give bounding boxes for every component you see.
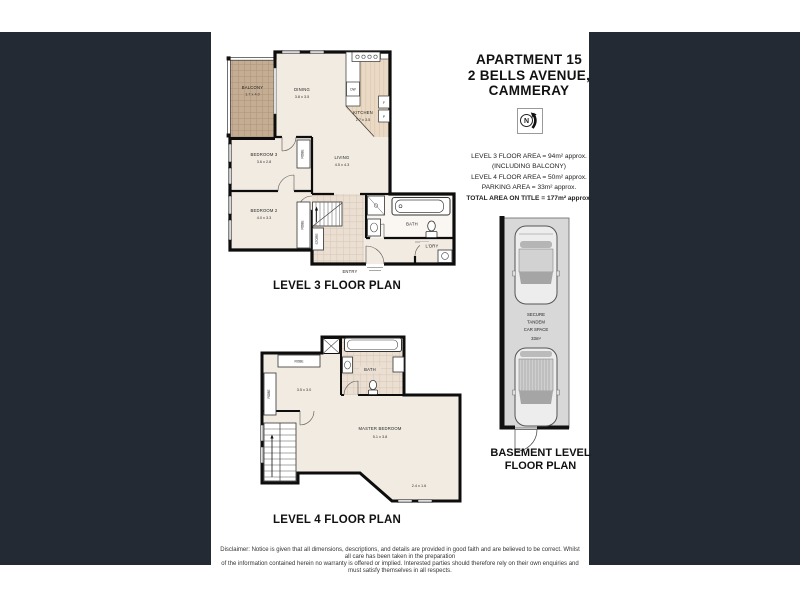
balcony-floor xyxy=(230,59,275,137)
basement-title-line-2: FLOOR PLAN xyxy=(504,460,577,472)
title-line-1: APARTMENT 15 xyxy=(475,52,583,67)
basement-plan-title xyxy=(463,447,618,473)
dishwasher-label: DW xyxy=(350,87,356,92)
dining-label: DINING xyxy=(294,87,310,92)
basement-floorplan xyxy=(489,216,589,468)
room-dims: 3.5 x 3.0 xyxy=(296,388,312,392)
vanity xyxy=(368,219,381,236)
north-arrow-icon xyxy=(517,108,543,134)
svg-text:CAR SPACE: CAR SPACE xyxy=(523,327,549,332)
basement-title-line-1: BASEMENT LEVEL xyxy=(490,447,591,459)
robe-label: ROBE xyxy=(267,389,271,399)
level4-floorplan xyxy=(256,329,468,509)
balcony-label: BALCONY xyxy=(241,85,264,90)
car-top-view xyxy=(513,226,560,304)
compass-letter: N xyxy=(523,118,530,125)
balcony-rail-left xyxy=(228,58,231,137)
living-dims: 4.5 x 4.3 xyxy=(334,163,350,167)
entry-label: ENTRY xyxy=(342,269,358,274)
balcony-rail-top xyxy=(228,57,275,60)
balcony-post xyxy=(227,56,231,60)
master-bedroom-label: MASTER BEDROOM xyxy=(358,426,402,431)
page-title xyxy=(449,52,609,99)
disclaimer-line-2: of the information contained herein no warranty is offered or implied. Interested parties should therefore rely on their own enquiries and must satisfy themselves in all respects. xyxy=(221,561,579,574)
bedroom3-dims: 3.6 x 2.8 xyxy=(256,160,272,164)
bedroom3-label: BEDROOM 3 xyxy=(250,152,278,157)
bedroom2-dims: 4.0 x 3.3 xyxy=(256,216,272,220)
master-bedroom-dims: 5.1 x 3.8 xyxy=(372,435,388,439)
balcony-post xyxy=(227,134,231,138)
garage-wall-bottom xyxy=(503,426,515,430)
toilet xyxy=(426,232,437,238)
vanity xyxy=(343,357,353,373)
disclaimer xyxy=(217,547,583,575)
area-line-level4: LEVEL 4 FLOOR AREA = 50m² approx. xyxy=(471,173,587,181)
title-line-2: 2 BELLS AVENUE, xyxy=(467,67,591,83)
svg-text:SECURE: SECURE xyxy=(527,312,545,317)
skylight xyxy=(323,339,340,354)
robe-label: ROBE xyxy=(294,359,304,364)
toilet xyxy=(369,390,378,395)
stairs-level3 xyxy=(313,202,343,226)
car-top-view xyxy=(513,348,560,426)
living-label: LIVING xyxy=(334,155,350,160)
area-line-parking: PARKING AREA = 33m² approx. xyxy=(481,184,577,192)
title-line-3: CAMMERAY xyxy=(488,83,570,98)
garage-wall-left xyxy=(500,216,505,430)
svg-text:33m²: 33m² xyxy=(531,336,541,341)
white-page xyxy=(211,32,592,574)
bath-label: BATH xyxy=(364,367,376,373)
disclaimer-line-1: Disclaimer: Notice is given that all dimensions, descriptions, and details are provided in good faith and are believed to be correct. Whilst all care has been taken in the preparation xyxy=(220,547,580,560)
area-line-level3: LEVEL 3 FLOOR AREA = 94m² approx. xyxy=(471,153,587,160)
laundry-label: L'DRY xyxy=(425,243,439,249)
level4-plan-title: LEVEL 4 FLOOR PLAN xyxy=(273,514,401,526)
balcony-slider-door xyxy=(274,68,276,114)
alcove-dims: 2.4 x 1.6 xyxy=(411,484,427,488)
area-line-balcony-note: (INCLUDING BALCONY) xyxy=(491,163,566,171)
area-summary xyxy=(439,152,619,204)
kitchen-dims: 2.7 x 3.5 xyxy=(355,118,371,122)
level3-plan-title: LEVEL 3 FLOOR PLAN xyxy=(273,280,401,292)
robe-label: ROBE xyxy=(300,220,305,230)
shower xyxy=(393,357,404,372)
store-label: STORE xyxy=(315,233,319,245)
fridge-label: F xyxy=(383,100,385,105)
robe-label: ROBE xyxy=(300,149,305,159)
area-line-total: TOTAL AREA ON TITLE = 177m² approx. xyxy=(466,194,592,202)
svg-text:TANDEM: TANDEM xyxy=(527,319,545,325)
bath-label: BATH xyxy=(406,221,418,227)
pantry-label: P xyxy=(382,114,386,119)
balcony-dims: 1.7 x 4.0 xyxy=(245,92,260,97)
laundry-tub xyxy=(438,250,452,263)
level3-floorplan xyxy=(226,46,458,282)
stairs-level4 xyxy=(264,423,296,481)
bedroom2-label: BEDROOM 2 xyxy=(250,208,278,213)
kitchen-label: KITCHEN xyxy=(353,110,373,115)
dining-dims: 3.8 x 3.5 xyxy=(294,95,310,99)
